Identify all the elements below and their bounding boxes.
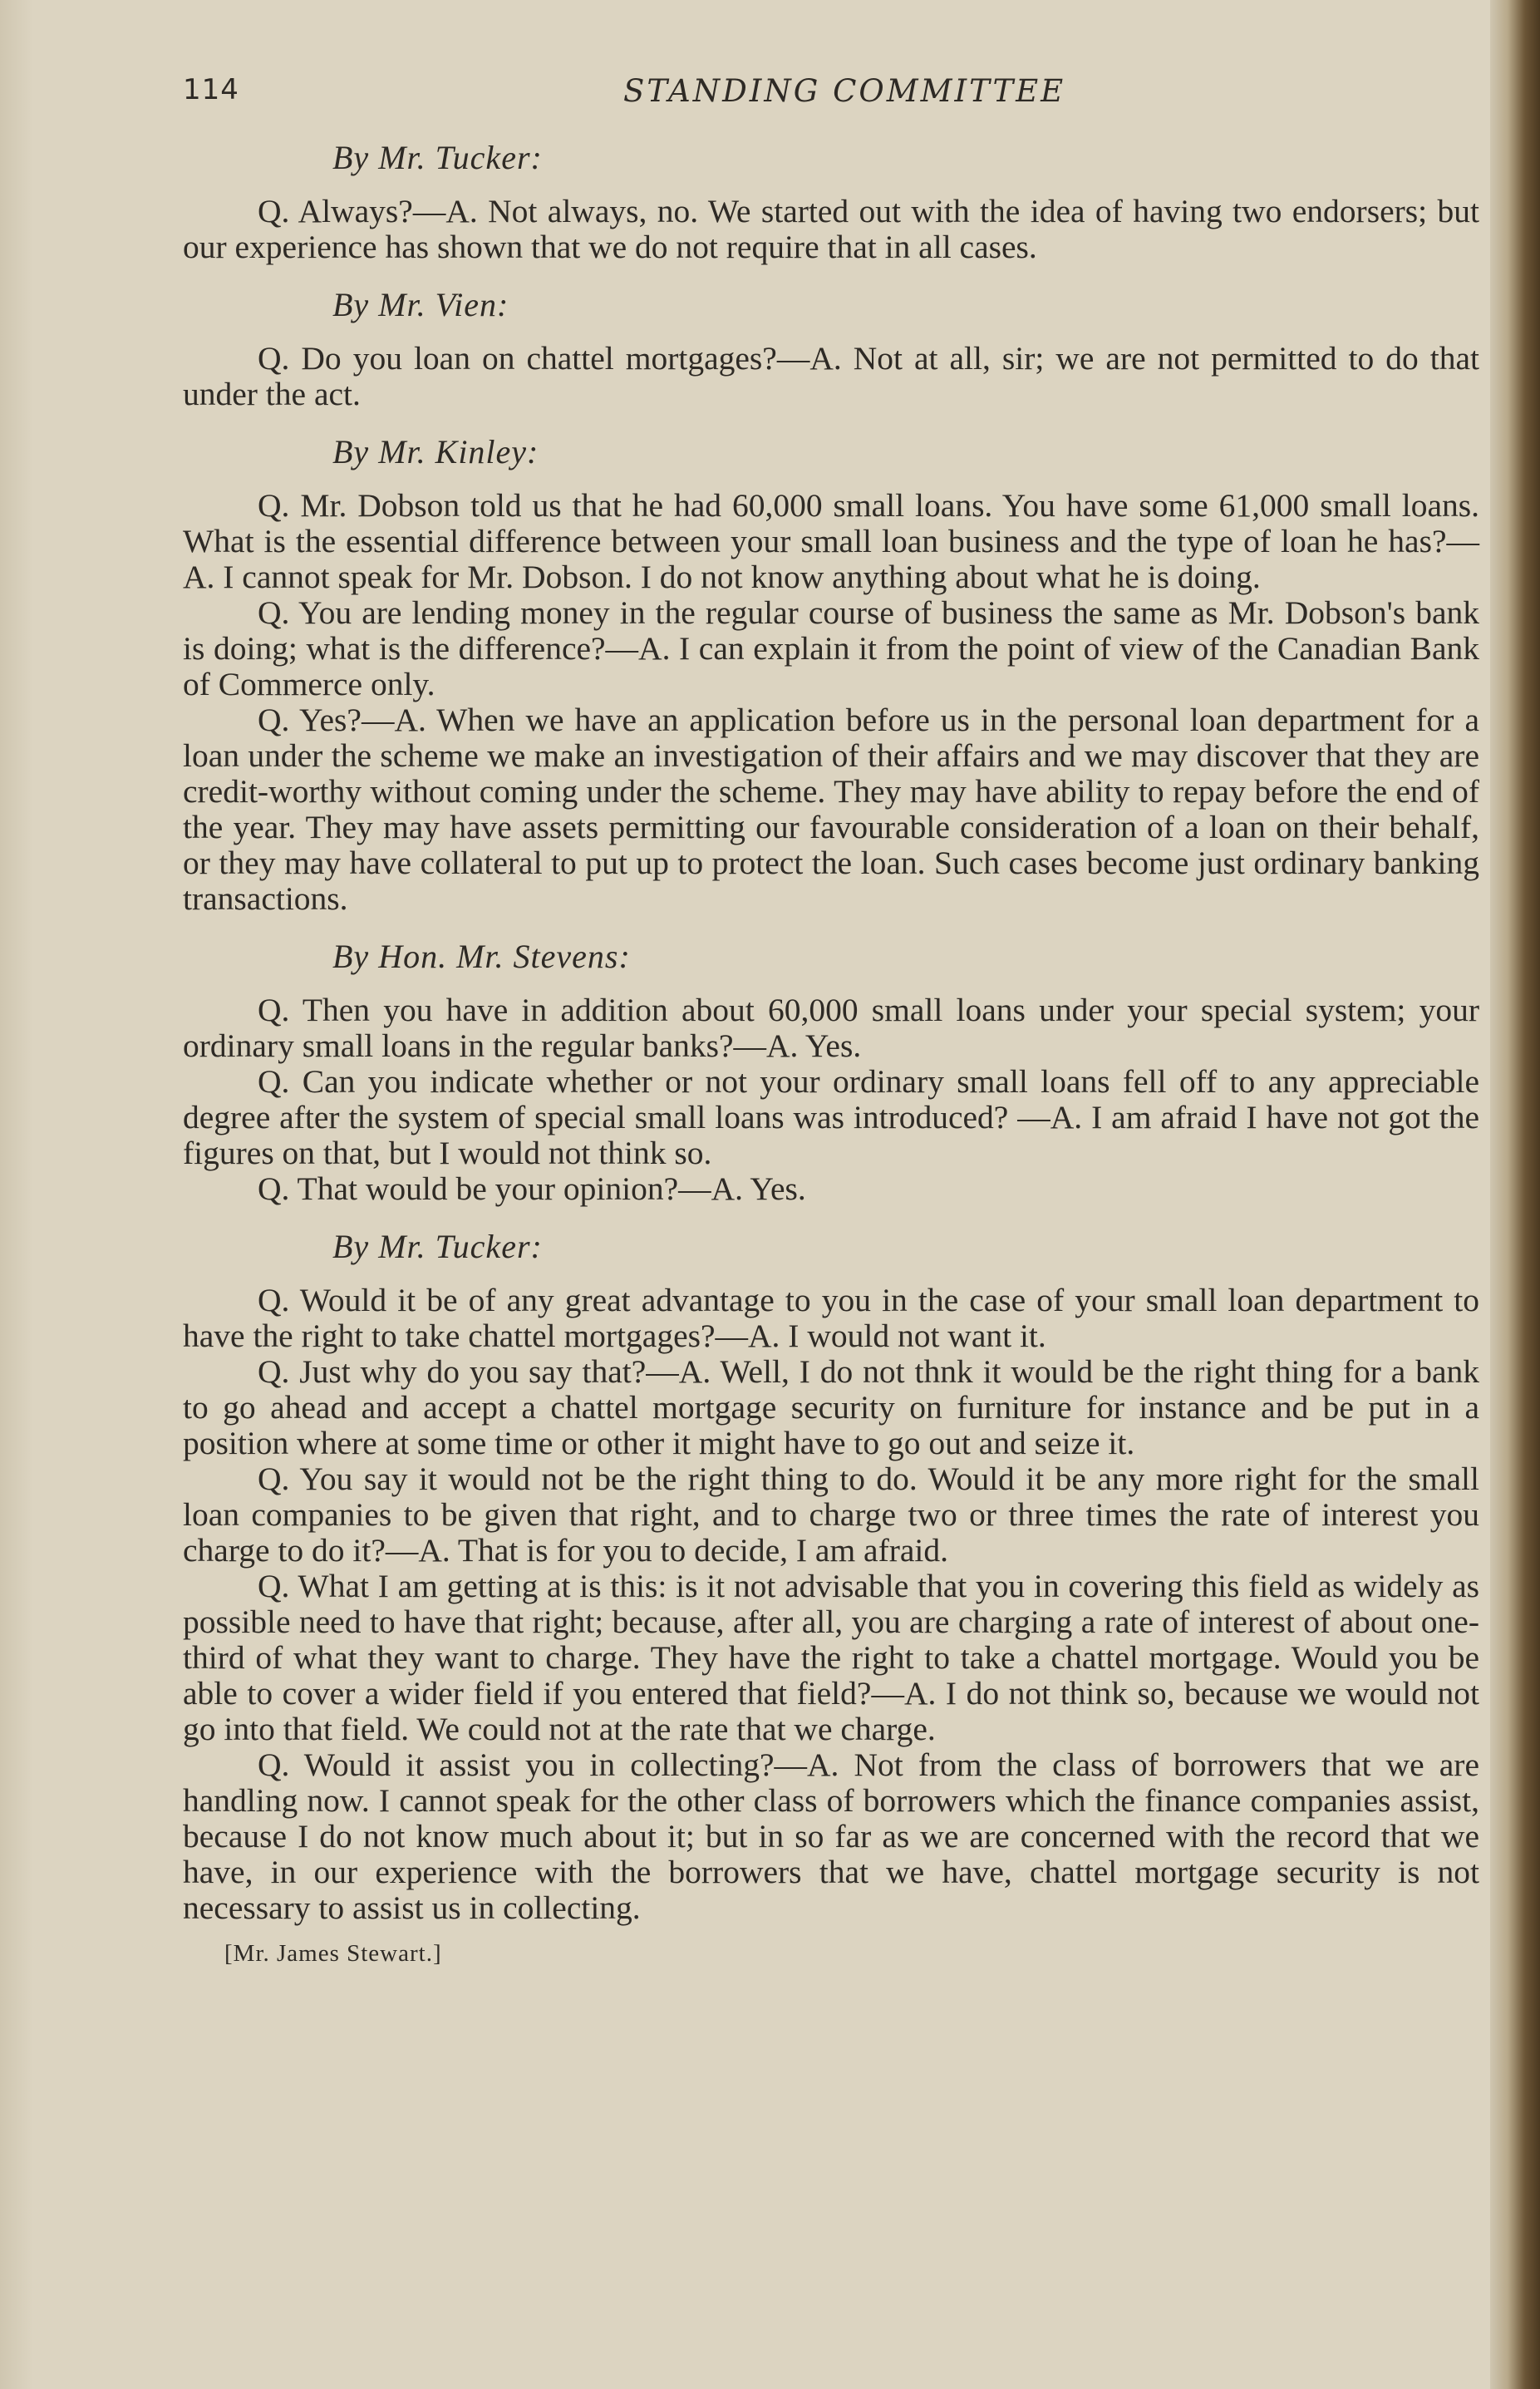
- testimony-paragraph: Q. Can you indicate whether or not your ordinary small loans fell off to any appreciable degree after the system of special small loans was introduced? —A. I am afraid I have not got the figures on that, but I would not think so.: [183, 1063, 1479, 1171]
- testimony-paragraph: Q. What I am getting at is this: is it not advisable that you in covering this field as widely as possible need to have that right; because, after all, you are charging a rate of interest of about one-third of what they want to charge. They have the right to take a chattel mortgage. Would you be able to cover a wider field if you entered that field?—A. I do not think so, because we would not go into that field. We could not at the rate that we charge.: [183, 1568, 1479, 1747]
- speaker-heading: By Mr. Tucker:: [332, 1228, 543, 1265]
- testimony-paragraph: Q. Just why do you say that?—A. Well, I do not thnk it would be the right thing for a bank to go ahead and accept a chattel mortgage security on furniture for instance and be put in a position where at some time or other it might have to go out and seize it.: [183, 1353, 1479, 1461]
- speaker-heading: By Mr. Vien:: [332, 286, 509, 323]
- testimony-paragraph: Q. Mr. Dobson told us that he had 60,000 small loans. You have some 61,000 small loans. What is the essential difference between your small loan business and the type of loan he has?—A. I cannot speak for Mr. Dobson. I do not know anything about what he is doing.: [183, 487, 1479, 595]
- testimony-paragraph: Q. Always?—A. Not always, no. We started out with the idea of having two endorsers; but our experience has shown that we do not require that in all cases.: [183, 193, 1479, 265]
- testimony-paragraph: Q. That would be your opinion?—A. Yes.: [258, 1170, 806, 1207]
- page-number: 114: [183, 73, 239, 106]
- testimony-paragraph: Q. Would it assist you in collecting?—A. Not from the class of borrowers that we are handling now. I cannot speak for the other class of borrowers which the finance companies assist, because I do not know much about it; but in so far as we are concerned with the record that we have, in our experience with the borrowers that we have, chattel mortgage security is not necessary to assist us in collecting.: [183, 1746, 1479, 1926]
- testimony-paragraph: Q. Yes?—A. When we have an application before us in the personal loan department for a loan under the scheme we make an investigation of their affairs and we may discover that they are credit-worthy without coming under the scheme. They may have ability to repay before the end of the year. They may have assets permitting our favourable consideration of a loan on their behalf, or they may have collateral to put up to protect the loan. Such cases become just ordinary banking transactions.: [183, 702, 1479, 917]
- page-header: [183, 73, 1479, 115]
- testimony-paragraph: Q. Would it be of any great advantage to you in the case of your small loan department to have the right to take chattel mortgages?—A. I would not want it.: [183, 1282, 1479, 1354]
- testimony-paragraph: Q. Do you loan on chattel mortgages?—A. Not at all, sir; we are not permitted to do that under the act.: [183, 340, 1479, 412]
- testimony-paragraph: Q. Then you have in addition about 60,000 small loans under your special system; your ordinary small loans in the regular banks?—A. Yes.: [183, 992, 1479, 1064]
- testimony-paragraph: Q. You are lending money in the regular course of business the same as Mr. Dobson's bank is doing; what is the difference?—A. I can explain it from the point of view of the Canadian Bank of Commerce only.: [183, 594, 1479, 702]
- speaker-heading: By Mr. Tucker:: [332, 139, 543, 176]
- speaker-heading: By Hon. Mr. Stevens:: [332, 938, 631, 975]
- page-body: [183, 140, 1479, 1972]
- page-binding-edge: [1490, 0, 1540, 2389]
- testimony-paragraph: Q. You say it would not be the right thing to do. Would it be any more right for the small loan companies to be given that right, and to charge two or three times the rate of interest you charge to do it?—A. That is for you to decide, I am afraid.: [183, 1460, 1479, 1569]
- witness-footnote: [Mr. James Stewart.]: [224, 1940, 442, 1967]
- speaker-heading: By Mr. Kinley:: [332, 433, 539, 470]
- page-left-shadow: [0, 0, 33, 2389]
- running-head: STANDING COMMITTEE: [623, 73, 1066, 109]
